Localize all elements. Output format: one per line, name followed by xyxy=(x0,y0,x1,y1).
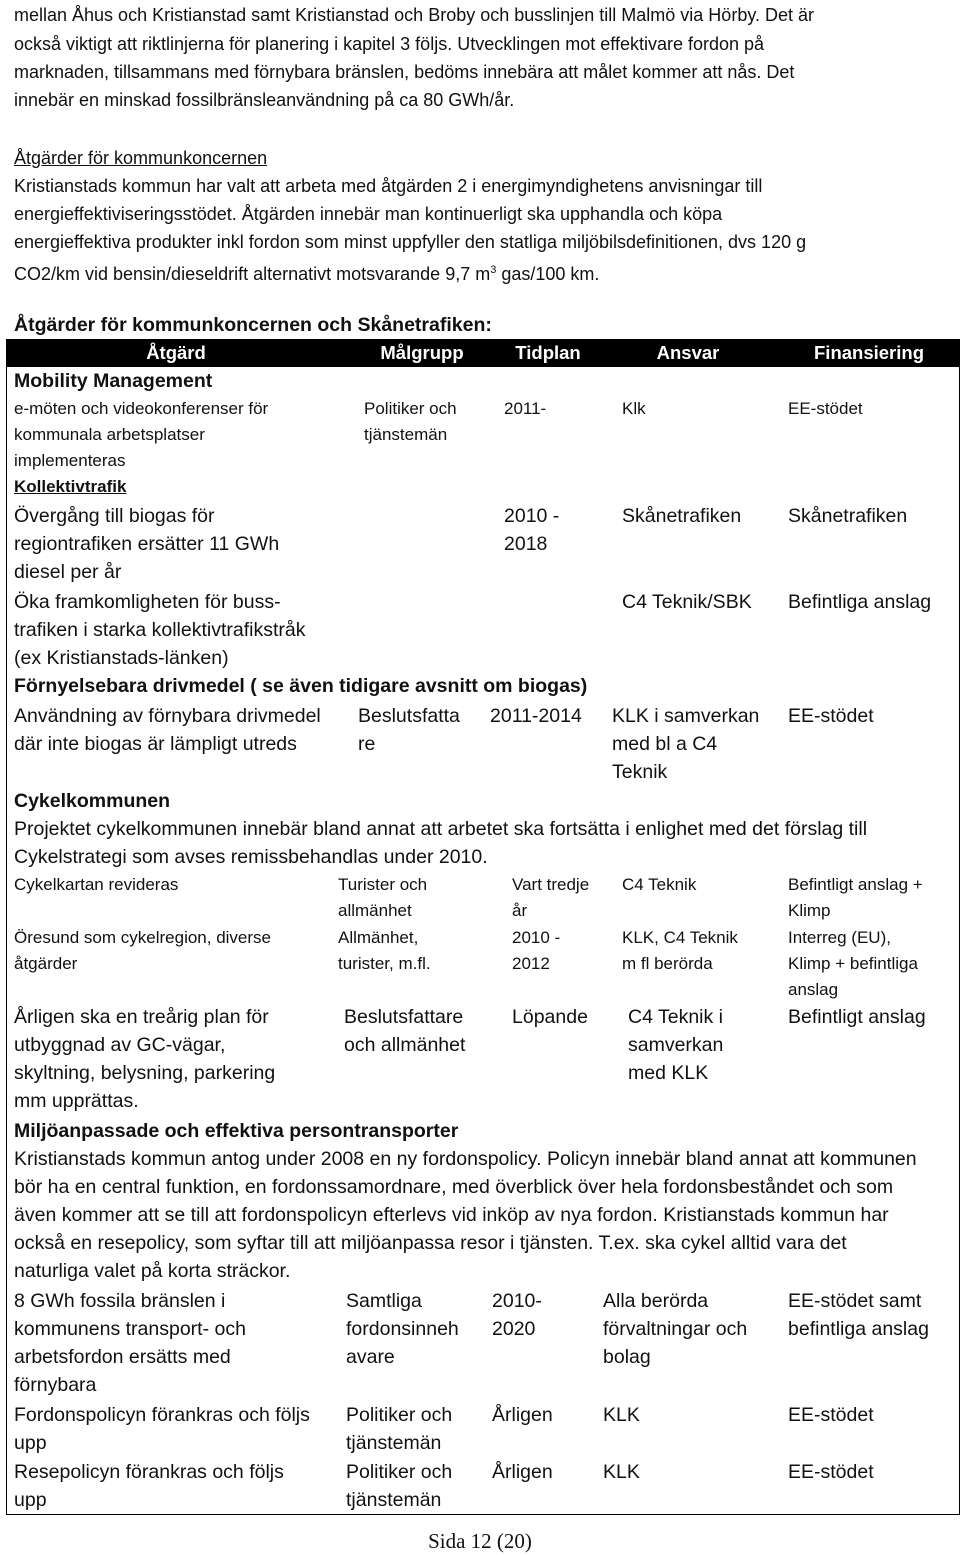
cell-atgard: (ex Kristianstads-länken) xyxy=(14,647,229,669)
cell-malgrupp: re xyxy=(358,733,376,755)
header-atgard: Åtgärd xyxy=(146,342,206,363)
group-text-line: naturliga valet på korta sträckor. xyxy=(14,1260,291,1282)
cell-malgrupp: Beslutsfatta xyxy=(358,705,460,727)
cell-finansiering: Skånetrafiken xyxy=(788,505,908,527)
cell-malgrupp: turister, m.fl. xyxy=(338,954,431,973)
header-tidplan: Tidplan xyxy=(515,342,581,363)
cell-malgrupp: fordonsinneh xyxy=(346,1318,459,1340)
cell-atgard: Cykelkartan revideras xyxy=(14,875,179,894)
gas-text: gas/100 km. xyxy=(496,264,600,284)
cell-malgrupp: Turister och xyxy=(338,875,428,894)
cell-ansvar: med KLK xyxy=(628,1062,709,1084)
group-text-line: bör ha en central funktion, en fordonssamordnare, med överblick över hela fordonsbeståndet och som xyxy=(14,1176,894,1198)
cell-ansvar: C4 Teknik xyxy=(622,875,697,894)
cell-atgard: upp xyxy=(14,1432,47,1454)
cell-atgard: trafiken i starka kollektivtrafikstråk xyxy=(14,619,306,641)
group-text-line: Kristianstads kommun antog under 2008 en ny fordonspolicy. Policyn innebär bland annat att kommunen xyxy=(14,1148,917,1170)
cell-atgard: Användning av förnybara drivmedel xyxy=(14,705,321,727)
cell-atgard: Fordonspolicyn förankras och följs xyxy=(14,1404,310,1426)
cell-atgard: regiontrafiken ersätter 11 GWh xyxy=(14,533,280,555)
group-text-line: Cykelstrategi som avses remissbehandlas under 2010. xyxy=(14,846,488,868)
cell-malgrupp: Allmänhet, xyxy=(338,928,419,947)
cell-tidplan: 2018 xyxy=(504,533,548,555)
header-finansiering: Finansiering xyxy=(814,342,924,363)
cell-atgard: förnybara xyxy=(14,1374,97,1396)
table-border-left xyxy=(6,339,7,1515)
intro-line: mellan Åhus och Kristianstad samt Kristianstad och Broby och busslinjen till Malmö via Hörby. Det är xyxy=(14,5,815,25)
section-text-line xyxy=(14,256,599,288)
table-header-row xyxy=(6,339,960,367)
cell-malgrupp: Samtliga xyxy=(346,1290,422,1312)
cell-atgard: åtgärder xyxy=(14,954,78,973)
cell-tidplan: 2010 - xyxy=(504,505,560,527)
cell-finansiering: Befintliga anslag xyxy=(788,591,932,613)
cell-atgard: utbyggnad av GC-vägar, xyxy=(14,1034,226,1056)
cell-tidplan: år xyxy=(512,901,528,920)
cell-ansvar: Skånetrafiken xyxy=(622,505,742,527)
group-text-line: Projektet cykelkommunen innebär bland annat att arbetet ska fortsätta i enlighet med det förslag till xyxy=(14,818,868,840)
cell-malgrupp: Politiker och xyxy=(346,1461,453,1483)
cell-atgard: Övergång till biogas för xyxy=(14,505,215,527)
cell-tidplan: 2011- xyxy=(504,399,547,418)
header-ansvar: Ansvar xyxy=(656,342,720,363)
cell-malgrupp: tjänstemän xyxy=(346,1489,442,1511)
group-heading-cykelkommunen: Cykelkommunen xyxy=(14,790,171,812)
cell-ansvar: KLK, C4 Teknik xyxy=(622,928,738,947)
cell-atgard: e-möten och videokonferenser för xyxy=(14,399,269,418)
cell-finansiering: EE-stödet xyxy=(788,1461,874,1483)
cell-finansiering: anslag xyxy=(788,980,839,999)
group-heading-miljoanpassade: Miljöanpassade och effektiva persontransporter xyxy=(14,1120,459,1142)
cell-ansvar: med bl a C4 xyxy=(612,733,718,755)
cell-malgrupp: avare xyxy=(346,1346,395,1368)
cell-ansvar: C4 Teknik/SBK xyxy=(622,591,752,613)
cell-ansvar: KLK xyxy=(603,1461,640,1483)
cell-finansiering: EE-stödet xyxy=(788,1404,874,1426)
cell-ansvar: C4 Teknik i xyxy=(628,1006,724,1028)
cell-ansvar: KLK xyxy=(603,1404,640,1426)
group-heading-kollektivtrafik: Kollektivtrafik xyxy=(14,477,127,496)
cell-atgard: Resepolicyn förankras och följs xyxy=(14,1461,284,1483)
cell-tidplan: 2012 xyxy=(512,954,550,973)
cell-tidplan: 2020 xyxy=(492,1318,536,1340)
cell-tidplan: Löpande xyxy=(512,1006,588,1028)
cell-ansvar: samverkan xyxy=(628,1034,724,1056)
cell-ansvar: Teknik xyxy=(612,761,668,783)
intro-line: innebär en minskad fossilbränsleanvändning på ca 80 GWh/år. xyxy=(14,90,515,110)
cell-atgard: upp xyxy=(14,1489,47,1511)
cell-finansiering: EE-stödet xyxy=(788,399,863,418)
group-text-line: även kommer att se till att fordonspolicyn efterlevs vid inköp av nya fordon. Kristianstads kommun har xyxy=(14,1204,889,1226)
cell-malgrupp: Politiker och xyxy=(364,399,457,418)
cell-atgard: Årligen ska en treårig plan för xyxy=(14,1006,269,1028)
cell-tidplan: Årligen xyxy=(492,1461,553,1483)
cell-tidplan: Årligen xyxy=(492,1404,553,1426)
page-footer: Sida 12 (20) xyxy=(428,1529,532,1553)
cell-ansvar: KLK i samverkan xyxy=(612,705,760,727)
cell-tidplan: Vart tredje xyxy=(512,875,590,894)
group-heading-fornyelsebara: Förnyelsebara drivmedel ( se även tidigare avsnitt om biogas) xyxy=(14,675,588,697)
cell-atgard: implementeras xyxy=(14,451,126,470)
superscript: 3 xyxy=(490,264,497,276)
cell-atgard: mm upprättas. xyxy=(14,1090,139,1112)
cell-finansiering: EE-stödet samt xyxy=(788,1290,922,1312)
cell-atgard: där inte biogas är lämpligt utreds xyxy=(14,733,297,755)
cell-ansvar: Alla berörda xyxy=(603,1290,709,1312)
cell-atgard: arbetsfordon ersätts med xyxy=(14,1346,231,1368)
cell-atgard: kommunens transport- och xyxy=(14,1318,246,1340)
section-text-line: energieffektiviseringsstödet. Åtgärden innebär man kontinuerligt ska upphandla och köpa xyxy=(14,204,723,224)
cell-ansvar: förvaltningar och xyxy=(603,1318,748,1340)
cell-finansiering: Klimp + befintliga xyxy=(788,954,918,973)
cell-finansiering: Klimp xyxy=(788,901,831,920)
cell-ansvar: m fl berörda xyxy=(622,954,713,973)
header-malgrupp: Målgrupp xyxy=(380,342,464,363)
cell-tidplan: 2011-2014 xyxy=(490,705,582,727)
cell-malgrupp: Beslutsfattare xyxy=(344,1006,464,1028)
section-text-line: Kristianstads kommun har valt att arbeta med åtgärden 2 i energimyndighetens anvisningar till xyxy=(14,176,763,196)
table-border-bottom xyxy=(6,1514,960,1515)
cell-atgard: kommunala arbetsplatser xyxy=(14,425,205,444)
cell-atgard: diesel per år xyxy=(14,561,122,583)
cell-atgard: Öka framkomligheten för buss- xyxy=(14,591,281,613)
cell-finansiering: Befintligt anslag xyxy=(788,1006,926,1028)
intro-line: också viktigt att riktlinjerna för planering i kapitel 3 följs. Utvecklingen mot effektivare fordon på xyxy=(14,34,765,54)
cell-atgard: 8 GWh fossila bränslen i xyxy=(14,1290,226,1312)
cell-finansiering: befintliga anslag xyxy=(788,1318,929,1340)
cell-malgrupp: allmänhet xyxy=(338,901,412,920)
group-text-line: också en resepolicy, som syftar till att miljöanpassa resor i tjänsten. T.ex. ska cykel alltid vara det xyxy=(14,1232,847,1254)
group-heading-mobility: Mobility Management xyxy=(14,370,213,392)
cell-tidplan: 2010- xyxy=(492,1290,542,1312)
cell-ansvar: Klk xyxy=(622,399,646,418)
cell-atgard: skyltning, belysning, parkering xyxy=(14,1062,276,1084)
cell-malgrupp: Politiker och xyxy=(346,1404,453,1426)
cell-finansiering: EE-stödet xyxy=(788,705,874,727)
cell-ansvar: bolag xyxy=(603,1346,651,1368)
co2-text: CO2/km vid bensin/dieseldrift alternativt motsvarande 9,7 m xyxy=(14,264,491,284)
table-heading: Åtgärder för kommunkoncernen och Skånetrafiken: xyxy=(14,314,492,336)
cell-malgrupp: och allmänhet xyxy=(344,1034,466,1056)
cell-atgard: Öresund som cykelregion, diverse xyxy=(14,928,272,947)
cell-finansiering: Interreg (EU), xyxy=(788,928,891,947)
cell-malgrupp: tjänstemän xyxy=(346,1432,442,1454)
section-text-line: energieffektiva produkter inkl fordon som minst uppfyller den statliga miljöbilsdefinitionen, dvs 120 g xyxy=(14,232,807,252)
cell-finansiering: Befintligt anslag + xyxy=(788,875,923,894)
section-heading: Åtgärder för kommunkoncernen xyxy=(14,148,268,168)
cell-tidplan: 2010 - xyxy=(512,928,561,947)
cell-malgrupp: tjänstemän xyxy=(364,425,448,444)
intro-line: marknaden, tillsammans med förnybara bränslen, bedöms innebära att målet kommer att nås. Det xyxy=(14,62,795,82)
